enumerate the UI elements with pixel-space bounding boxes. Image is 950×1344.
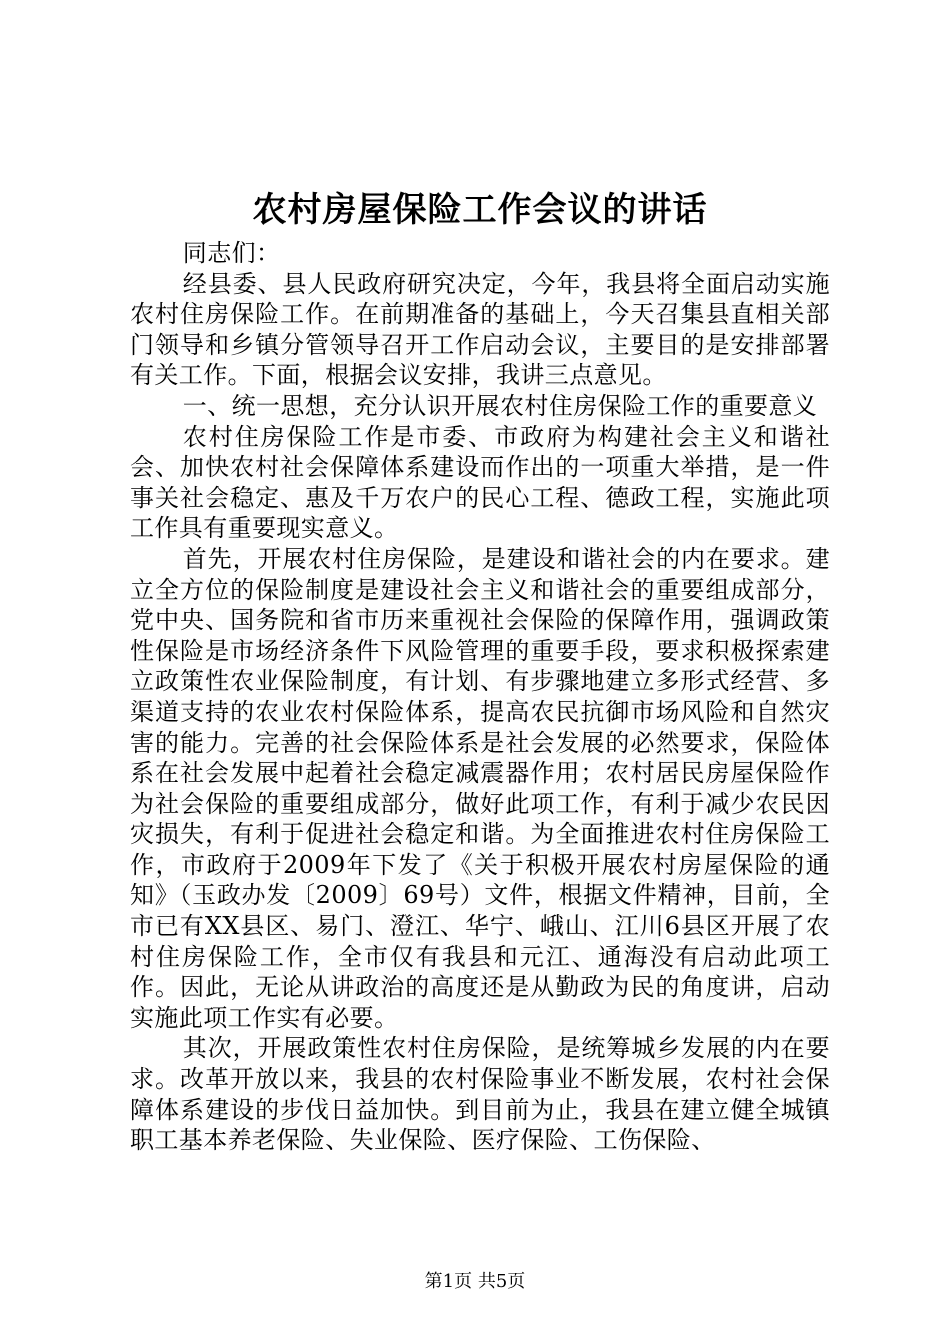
- salutation-paragraph: 同志们：: [182, 239, 281, 267]
- document-title: 农村房屋保险工作会议的讲话: [252, 190, 708, 230]
- intro-paragraph: 经县委、县人民政府研究决定，今年，我县将全面启动实施农村住房保险工作。在前期准备的基础上，今天召集县直相关部门领导和乡镇分管领导召开工作启动会议，主要目的是安排部署有关工作。下面，根据会议安排，我讲三点意见。: [130, 269, 830, 390]
- section-heading-1: 一、统一思想，充分认识开展农村住房保险工作的重要意义: [182, 391, 818, 420]
- page-number-footer: 第1页 共5页: [424, 1271, 526, 1292]
- body-paragraph: 首先，开展农村住房保险，是建设和谐社会的内在要求。建立全方位的保险制度是建设社会主义和谐社会的重要组成部分，党中央、国务院和省市历来重视社会保险的保障作用，强调政策性保险是市场经济条件下风险管理的重要手段，要求积极探索建立政策性农业保险制度，有计划、有步骤地建立多形式经营、多渠道支持的农业农村保险体系，提高农民抗御市场风险和自然灾害的能力。完善的社会保险体系是社会发展的必然要求，保险体系在社会发展中起着社会稳定减震器作用；农村居民房屋保险作为社会保险的重要组成部分，做好此项工作，有利于减少农民因灾损失，有利于促进社会稳定和谐。为全面推进农村住房保险工作，市政府于2009年下发了《关于积极开展农村房屋保险的通知》（玉政办发〔2009〕69号）文件，根据文件精神，目前，全市已有XX县区、易门、澄江、华宁、峨山、江川6县区开展了农村住房保险工作，全市仅有我县和元江、通海没有启动此项工作。因此，无论从讲政治的高度还是从勤政为民的角度讲，启动实施此项工作实有必要。: [130, 544, 830, 1032]
- body-paragraph: 农村住房保险工作是市委、市政府为构建社会主义和谐社会、加快农村社会保障体系建设而作出的一项重大举措，是一件事关社会稳定、惠及千万农户的民心工程、德政工程，实施此项工作具有重要现实意义。: [130, 422, 830, 543]
- document-body: [130, 238, 830, 1156]
- body-paragraph: 其次，开展政策性农村住房保险，是统筹城乡发展的内在要求。改革开放以来，我县的农村保险事业不断发展，农村社会保障体系建设的步伐日益加快。到目前为止，我县在建立健全城镇职工基本养老保险、失业保险、医疗保险、工伤保险、: [130, 1034, 830, 1155]
